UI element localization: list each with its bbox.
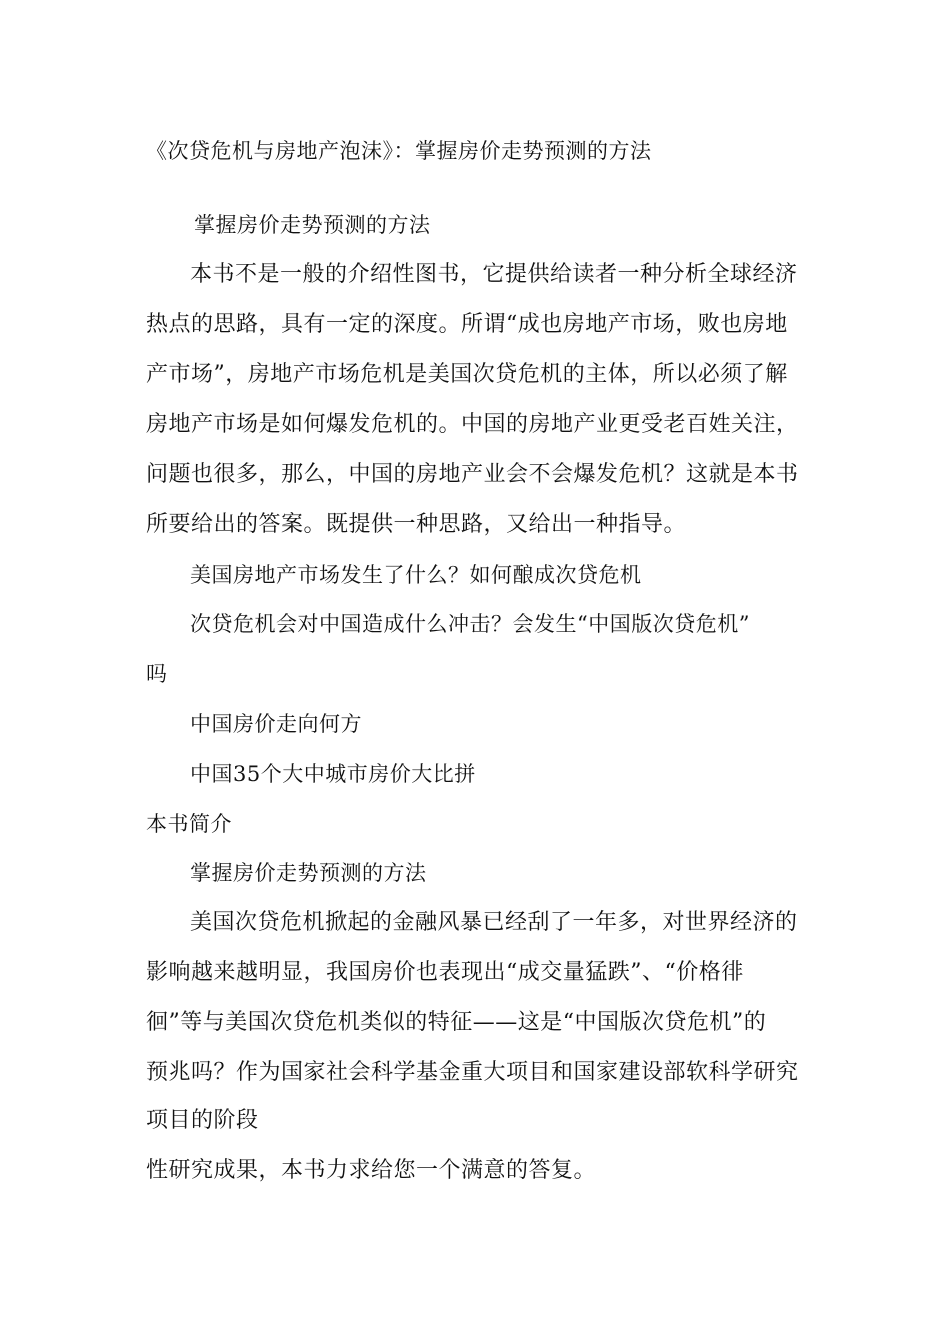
toc-item-3: 中国房价走向何方 bbox=[190, 712, 362, 736]
paragraph-2-line-3: 徊”等与美国次贷危机类似的特征——这是“中国版次贷危机”的 bbox=[146, 1010, 767, 1035]
paragraph-1-line-6: 所要给出的答案。既提供一种思路，又给出一种指导。 bbox=[146, 512, 687, 537]
paragraph-2-line-1: 美国次贷危机掀起的金融风暴已经刮了一年多，对世界经济的 bbox=[190, 910, 798, 935]
toc-item-2-line-1: 次贷危机会对中国造成什么冲击？会发生“中国版次贷危机” bbox=[190, 612, 750, 636]
paragraph-1-line-3: 产市场”，房地产市场危机是美国次贷危机的主体，所以必须了解 bbox=[146, 362, 788, 387]
document-subtitle: 掌握房价走势预测的方法 bbox=[194, 213, 431, 237]
toc-item-1: 美国房地产市场发生了什么？如何酿成次贷危机 bbox=[190, 563, 642, 587]
paragraph-2-line-4: 预兆吗？作为国家社会科学基金重大项目和国家建设部软科学研究 bbox=[146, 1060, 799, 1085]
paragraph-1-line-4: 房地产市场是如何爆发危机的。中国的房地产业更受老百姓关注， bbox=[146, 412, 799, 437]
toc-item-2-line-2: 吗 bbox=[146, 662, 168, 686]
toc-item-4: 中国35个大中城市房价大比拼 bbox=[190, 762, 476, 786]
section-heading: 本书简介 bbox=[146, 812, 232, 836]
paragraph-1-line-5: 问题也很多，那么，中国的房地产业会不会爆发危机？这就是本书 bbox=[146, 462, 799, 487]
paragraph-2-line-5: 项目的阶段 bbox=[146, 1108, 259, 1133]
paragraph-2-line-2: 影响越来越明显，我国房价也表现出“成交量猛跌”、“价格徘 bbox=[146, 960, 744, 985]
paragraph-1-line-2: 热点的思路，具有一定的深度。所谓“成也房地产市场，败也房地 bbox=[146, 312, 788, 337]
document-title: 《次贷危机与房地产泡沫》：掌握房价走势预测的方法 bbox=[146, 139, 652, 163]
section-subtitle: 掌握房价走势预测的方法 bbox=[190, 861, 427, 885]
paragraph-2-line-6: 性研究成果，本书力求给您一个满意的答复。 bbox=[146, 1158, 597, 1183]
paragraph-1-line-1: 本书不是一般的介绍性图书，它提供给读者一种分析全球经济 bbox=[190, 262, 798, 287]
